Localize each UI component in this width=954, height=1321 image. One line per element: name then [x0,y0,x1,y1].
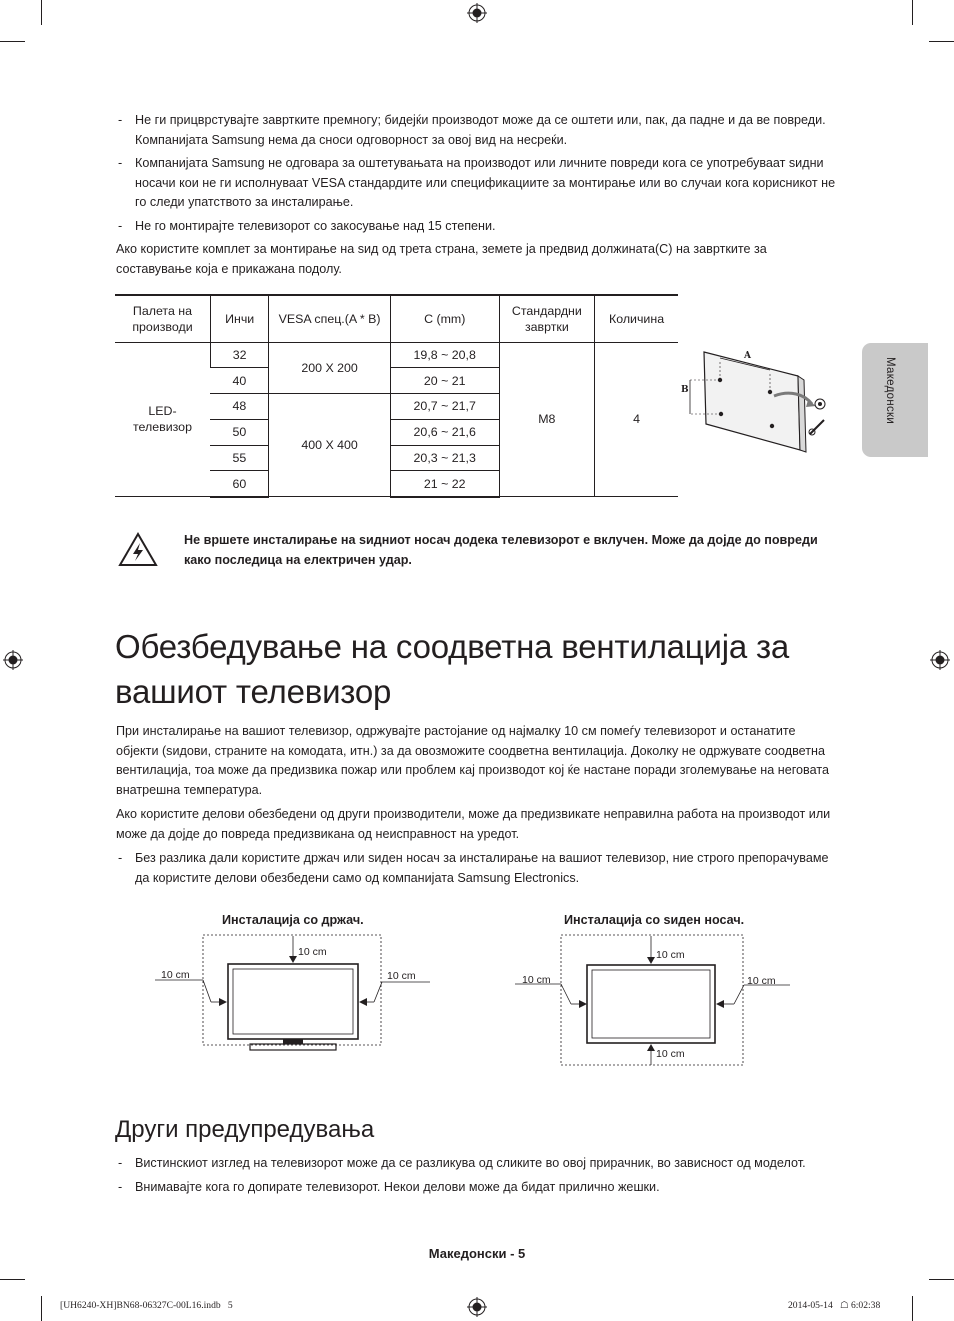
table-header: Стандардни завртки [499,295,594,342]
table-cell-c: 21 ~ 22 [390,471,499,497]
warning-text: Не вршете инсталирање на ѕидниот носач додека телевизорот е вклучен. Може да дојде до повреди како последица на електричен удар. [184,533,818,567]
stand-install-caption: Инсталација со држач. [222,913,364,927]
vesa-spec-table [115,294,678,498]
table-cell-inches: 48 [210,394,268,420]
ventilation-paragraph: При инсталирање на вашиот телевизор, одржувајте растојание од најмалку 10 см помеѓу телевизорот и останатите објекти (ѕидови, страните на комодата, итн.) за да овозможите соодветна вентилација. Доколку не одржувате соодветна вентилација, тоа може да предизвика пожар или проблем кај производот кој ќе настане поради зголемување на неговата внатрешна температура. [116,724,829,797]
crop-mark [41,1296,42,1321]
table-cell-quantity: 4 [595,342,678,497]
table-cell-inches: 55 [210,445,268,471]
other-warnings-list [116,1154,836,1197]
ventilation-paragraph: Ако користите делови обезбедени од други производители, може да предизвикате неправилна работа на производот или може да дојде до повреда предизвикана од неисправност на уредот. [116,807,831,841]
crop-mark [0,1279,25,1280]
table-header: Количина [595,295,678,342]
crop-mark [912,0,913,25]
table-cell-product: LED-телевизор [115,342,210,497]
distance-label-top: 10 cm [298,946,327,958]
distance-label-left: 10 cm [161,969,190,981]
table-cell-screw: M8 [499,342,594,497]
language-side-tab-label: Македонски [884,357,896,425]
footer-file-name: [UH6240-XH]BN68-06327C-00L16.indb 5 [60,1300,233,1311]
crop-mark [929,1279,954,1280]
note-bullet: - Компанијата Samsung не одговара за оштетувањата на производот или личните повреди кога се употребуваат ѕидни носачи кои не ги исполнуваат VESA стандардите или спецификациите за монтирање или во случаи кога корисникот не го следи упатството за инсталирање. [116,154,836,213]
distance-label-left: 10 cm [522,974,551,986]
table-cell-inches: 32 [210,342,268,368]
dimension-b-label: B [681,385,689,395]
footer-timestamp: 2014-05-14 ☖ 6:02:38 [788,1300,881,1311]
crop-mark [929,41,954,42]
wall-install-caption: Инсталација со ѕиден носач. [564,913,745,927]
table-cell-c: 20 ~ 21 [390,368,499,394]
table-cell-c: 20,3 ~ 21,3 [390,445,499,471]
note-bullet: - Не ги прицврстувајте завртките премногу; бидејќи производот може да се оштети или, пак, да падне и да ве повреди. Компанијата Samsung нема да сноси одговорност за овој вид на несреќи. [116,111,836,150]
page-number: Македонски - 5 [428,1246,526,1261]
distance-label-right: 10 cm [387,970,416,982]
ventilation-text [116,722,836,888]
table-cell-inches: 60 [210,471,268,497]
top-notes [116,111,836,279]
distance-label-top: 10 cm [656,949,685,961]
dimension-a-label: A [744,351,751,361]
note-bullet: - Не го монтирајте телевизорот со закосување над 15 степени. [116,217,836,237]
section-title-other-warnings: Други предупредувања [115,1116,375,1143]
table-header: Палета на производи [115,295,210,342]
distance-label-bottom: 10 cm [656,1048,685,1060]
stand-install-diagram [155,934,430,1059]
crop-mark [912,1296,913,1321]
table-cell-vesa: 200 X 200 [269,342,391,394]
table-cell-c: 20,7 ~ 21,7 [390,394,499,420]
registration-mark-icon [467,3,487,23]
wall-install-diagram [515,934,790,1066]
table-cell-c: 19,8 ~ 20,8 [390,342,499,368]
table-header: VESA спец.(A * B) [269,295,391,342]
distance-label-right: 10 cm [747,975,776,987]
section-title-ventilation: Обезбедување на соодветна вентилација за вашиот телевизор [115,628,790,710]
table-cell-vesa: 400 X 400 [269,394,391,497]
table-header: Инчи [210,295,268,342]
crop-mark [41,0,42,25]
note-paragraph: Ако користите комплет за монтирање на ѕид од трета страна, земете ја предвид должината(C) на завртките за составување која е прикажана подолу. [116,242,767,276]
language-side-tab [862,343,928,457]
registration-mark-icon [467,1297,487,1317]
crop-mark [0,41,25,42]
warning-bullet: - Вистинскиот изглед на телевизорот може да се разликува од сликите во овој прирачник, во зависност од моделот. [116,1154,836,1174]
table-cell-c: 20,6 ~ 21,6 [390,419,499,445]
table-cell-inches: 40 [210,368,268,394]
electric-shock-warning-icon [118,532,158,568]
warning-bullet: - Внимавајте кога го допирате телевизорот. Некои делови може да бидат прилично жешки. [116,1178,836,1198]
wall-mount-diagram [678,334,838,454]
registration-mark-icon [930,650,950,670]
table-cell-inches: 50 [210,419,268,445]
table-header: C (mm) [390,295,499,342]
registration-mark-icon [3,650,23,670]
ventilation-bullet: - Без разлика дали користите држач или ѕиден носач за инсталирање на вашиот телевизор, ние строго препорачуваме да користите делови обезбедени само од компанијата Samsung Electronics. [116,849,836,888]
